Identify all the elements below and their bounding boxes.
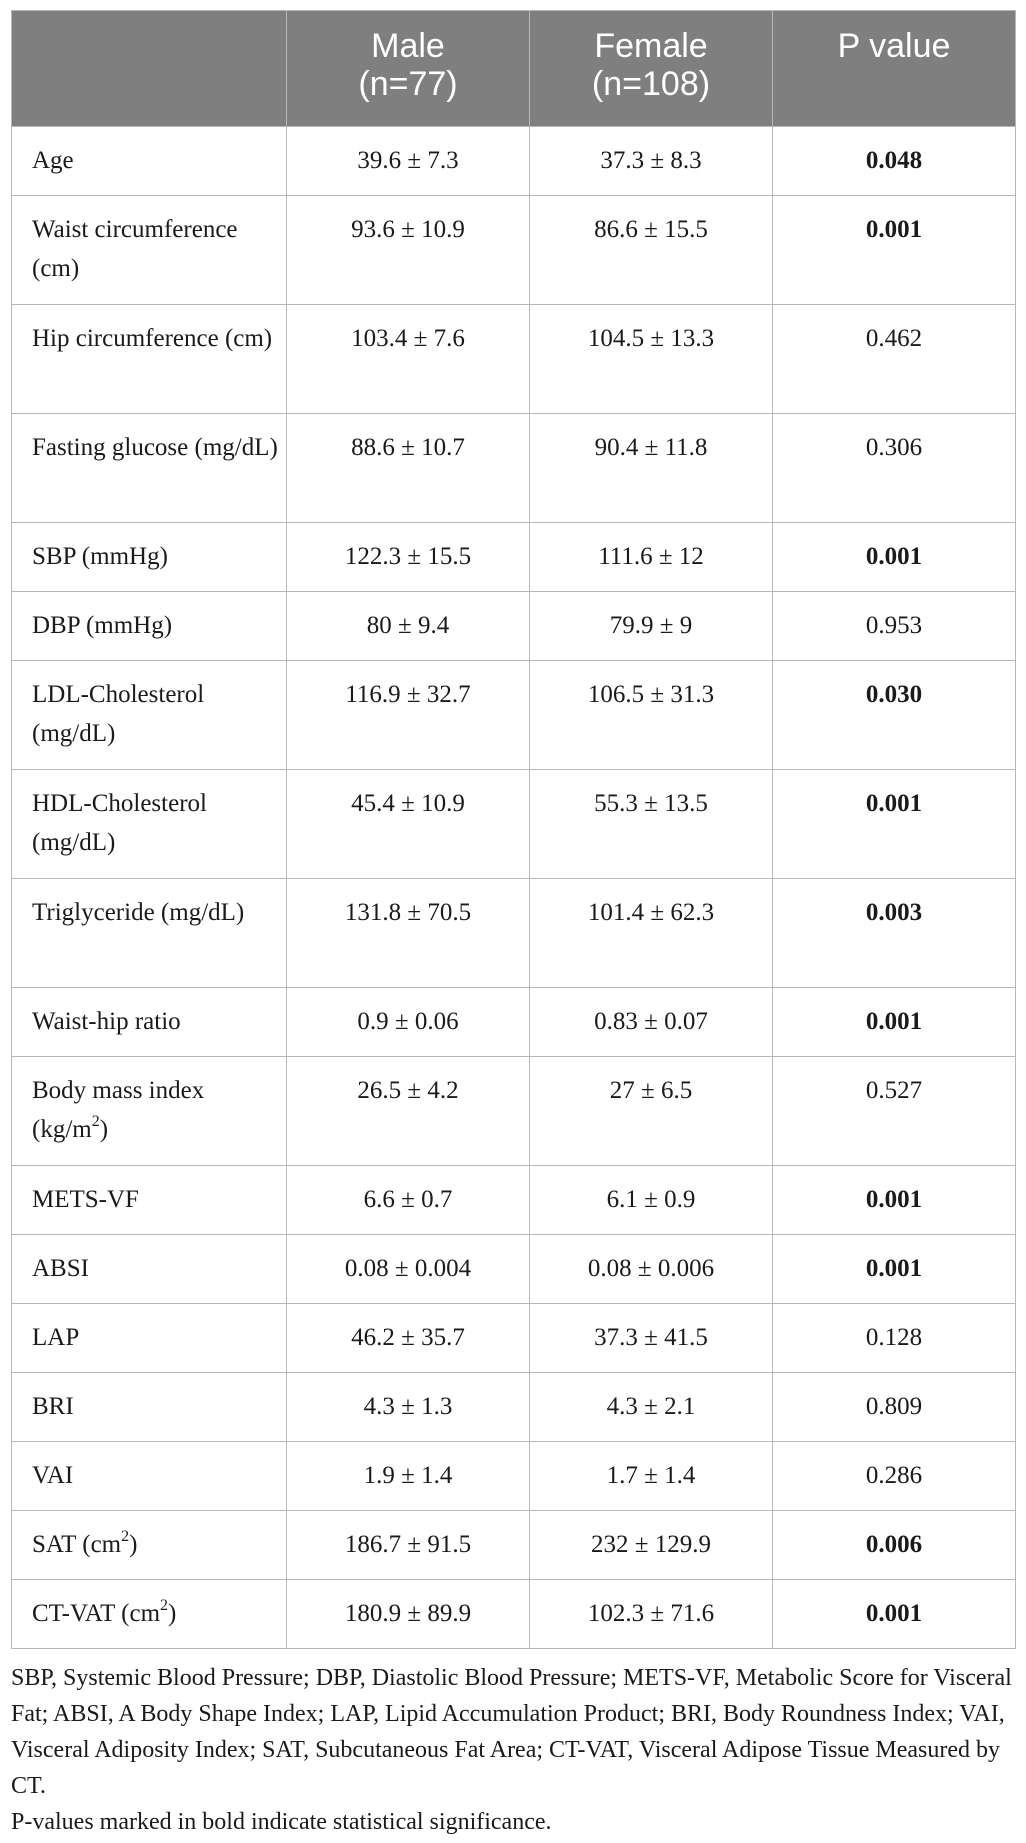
row-label <box>12 879 287 988</box>
row-label <box>12 1373 287 1442</box>
header-line: Male <box>371 27 445 65</box>
p-value: 0.001 <box>773 196 1016 305</box>
p-value: 0.001 <box>773 523 1016 592</box>
header-line: (n=108) <box>591 65 711 103</box>
male-value: 45.4 ± 10.9 <box>287 770 530 879</box>
female-value: 86.6 ± 15.5 <box>530 196 773 305</box>
row-label <box>12 523 287 592</box>
row-label <box>12 1304 287 1373</box>
p-value: 0.006 <box>773 1511 1016 1580</box>
row-label <box>12 592 287 661</box>
row-label <box>12 770 287 879</box>
female-value: 90.4 ± 11.8 <box>530 414 773 523</box>
row-label-text: Body mass index (kg/m <box>32 1077 205 1143</box>
male-value: 116.9 ± 32.7 <box>287 661 530 770</box>
male-value: 122.3 ± 15.5 <box>287 523 530 592</box>
male-value: 26.5 ± 4.2 <box>287 1057 530 1166</box>
row-label-text: SAT (cm <box>32 1531 122 1558</box>
table-row <box>12 661 1016 770</box>
p-value: 0.001 <box>773 1580 1016 1649</box>
row-label-suffix: ) <box>168 1600 177 1627</box>
p-value: 0.953 <box>773 592 1016 661</box>
male-value: 6.6 ± 0.7 <box>287 1166 530 1235</box>
female-value: 106.5 ± 31.3 <box>530 661 773 770</box>
row-label-text: HDL-Cholesterol (mg/dL) <box>32 790 207 856</box>
p-value: 0.809 <box>773 1373 1016 1442</box>
row-label-text: SBP (mmHg) <box>32 543 168 570</box>
male-value: 39.6 ± 7.3 <box>287 127 530 196</box>
female-value: 37.3 ± 41.5 <box>530 1304 773 1373</box>
row-label-text: Triglyceride (mg/dL) <box>32 899 245 926</box>
p-value: 0.462 <box>773 305 1016 414</box>
table-footnote <box>11 1660 1015 1840</box>
row-label-text: VAI <box>32 1462 74 1489</box>
female-value: 0.08 ± 0.006 <box>530 1235 773 1304</box>
table-row <box>12 1235 1016 1304</box>
table-row <box>12 414 1016 523</box>
row-label-text: ABSI <box>32 1255 89 1282</box>
row-label-text: Fasting glucose (mg/dL) <box>32 434 278 461</box>
female-value: 27 ± 6.5 <box>530 1057 773 1166</box>
p-value: 0.001 <box>773 988 1016 1057</box>
row-label-text: Waist circumference (cm) <box>32 216 238 282</box>
male-value: 46.2 ± 35.7 <box>287 1304 530 1373</box>
header-cell-male <box>287 11 530 127</box>
male-value: 103.4 ± 7.6 <box>287 305 530 414</box>
female-value: 4.3 ± 2.1 <box>530 1373 773 1442</box>
female-value: 37.3 ± 8.3 <box>530 127 773 196</box>
male-value: 93.6 ± 10.9 <box>287 196 530 305</box>
row-label-text: METS-VF <box>32 1186 139 1213</box>
p-value: 0.306 <box>773 414 1016 523</box>
female-value: 111.6 ± 12 <box>530 523 773 592</box>
table-header <box>12 11 1016 127</box>
p-value: 0.003 <box>773 879 1016 988</box>
row-label-text: LAP <box>32 1324 80 1351</box>
header-cell-female <box>530 11 773 127</box>
row-label <box>12 1580 287 1649</box>
p-value: 0.030 <box>773 661 1016 770</box>
row-label-text: Age <box>32 147 74 174</box>
row-label <box>12 1511 287 1580</box>
row-label-text: Waist-hip ratio <box>32 1008 181 1035</box>
header-row <box>12 11 1016 127</box>
table-row <box>12 1511 1016 1580</box>
row-label-superscript: 2 <box>160 1596 169 1614</box>
male-value: 88.6 ± 10.7 <box>287 414 530 523</box>
male-value: 180.9 ± 89.9 <box>287 1580 530 1649</box>
row-label-suffix: ) <box>99 1116 109 1143</box>
female-value: 104.5 ± 13.3 <box>530 305 773 414</box>
row-label-text: BRI <box>32 1393 74 1420</box>
female-value: 55.3 ± 13.5 <box>530 770 773 879</box>
row-label-superscript: 2 <box>91 1112 100 1130</box>
female-value: 1.7 ± 1.4 <box>530 1442 773 1511</box>
table-body <box>12 127 1016 1649</box>
row-label <box>12 988 287 1057</box>
female-value: 102.3 ± 71.6 <box>530 1580 773 1649</box>
table-row <box>12 1580 1016 1649</box>
row-label <box>12 1057 287 1166</box>
footnote-abbreviations: SBP, Systemic Blood Pressure; DBP, Diastolic Blood Pressure; METS-VF, Metabolic Score for Visceral Fat; ABSI, A Body Shape Index; LAP, Lipid Accumulation Product; BRI, Body Roundness Index; VAI, Visceral Adiposity Index; SAT, Subcutaneous Fat Area; CT-VAT, Visceral Adipose Tissue Measured by CT. <box>11 1665 1012 1799</box>
header-cell-p-value <box>773 11 1016 127</box>
data-table <box>11 10 1016 1649</box>
data-table-container <box>11 10 1015 1649</box>
female-value: 232 ± 129.9 <box>530 1511 773 1580</box>
table-row <box>12 196 1016 305</box>
row-label <box>12 127 287 196</box>
row-label-superscript: 2 <box>121 1527 130 1545</box>
male-value: 0.08 ± 0.004 <box>287 1235 530 1304</box>
row-label <box>12 305 287 414</box>
table-row <box>12 770 1016 879</box>
row-label-text: LDL-Cholesterol (mg/dL) <box>32 681 205 747</box>
female-value: 101.4 ± 62.3 <box>530 879 773 988</box>
row-label-text: CT-VAT (cm <box>32 1600 161 1627</box>
p-value: 0.001 <box>773 1235 1016 1304</box>
male-value: 80 ± 9.4 <box>287 592 530 661</box>
row-label <box>12 1166 287 1235</box>
female-value: 79.9 ± 9 <box>530 592 773 661</box>
p-value: 0.128 <box>773 1304 1016 1373</box>
table-row <box>12 1304 1016 1373</box>
male-value: 0.9 ± 0.06 <box>287 988 530 1057</box>
header-line: Female <box>594 27 708 65</box>
row-label <box>12 661 287 770</box>
female-value: 0.83 ± 0.07 <box>530 988 773 1057</box>
male-value: 131.8 ± 70.5 <box>287 879 530 988</box>
table-row <box>12 1166 1016 1235</box>
table-row <box>12 592 1016 661</box>
p-value: 0.286 <box>773 1442 1016 1511</box>
p-value: 0.001 <box>773 770 1016 879</box>
table-row <box>12 127 1016 196</box>
female-value: 6.1 ± 0.9 <box>530 1166 773 1235</box>
male-value: 4.3 ± 1.3 <box>287 1373 530 1442</box>
row-label <box>12 1235 287 1304</box>
male-value: 1.9 ± 1.4 <box>287 1442 530 1511</box>
row-label-suffix: ) <box>129 1531 138 1558</box>
p-value: 0.048 <box>773 127 1016 196</box>
table-row <box>12 1373 1016 1442</box>
male-value: 186.7 ± 91.5 <box>287 1511 530 1580</box>
row-label-text: Hip circumference (cm) <box>32 325 273 352</box>
table-row <box>12 523 1016 592</box>
footnote-significance: P-values marked in bold indicate statistical significance. <box>11 1809 552 1835</box>
header-line: P value <box>837 27 951 65</box>
p-value: 0.527 <box>773 1057 1016 1166</box>
row-label <box>12 414 287 523</box>
row-label-text: DBP (mmHg) <box>32 612 173 639</box>
header-cell-variable <box>12 11 287 127</box>
header-line: (n=77) <box>358 65 458 103</box>
table-row <box>12 1442 1016 1511</box>
p-value: 0.001 <box>773 1166 1016 1235</box>
row-label <box>12 1442 287 1511</box>
table-row <box>12 1057 1016 1166</box>
table-row <box>12 879 1016 988</box>
row-label <box>12 196 287 305</box>
table-row <box>12 305 1016 414</box>
table-row <box>12 988 1016 1057</box>
